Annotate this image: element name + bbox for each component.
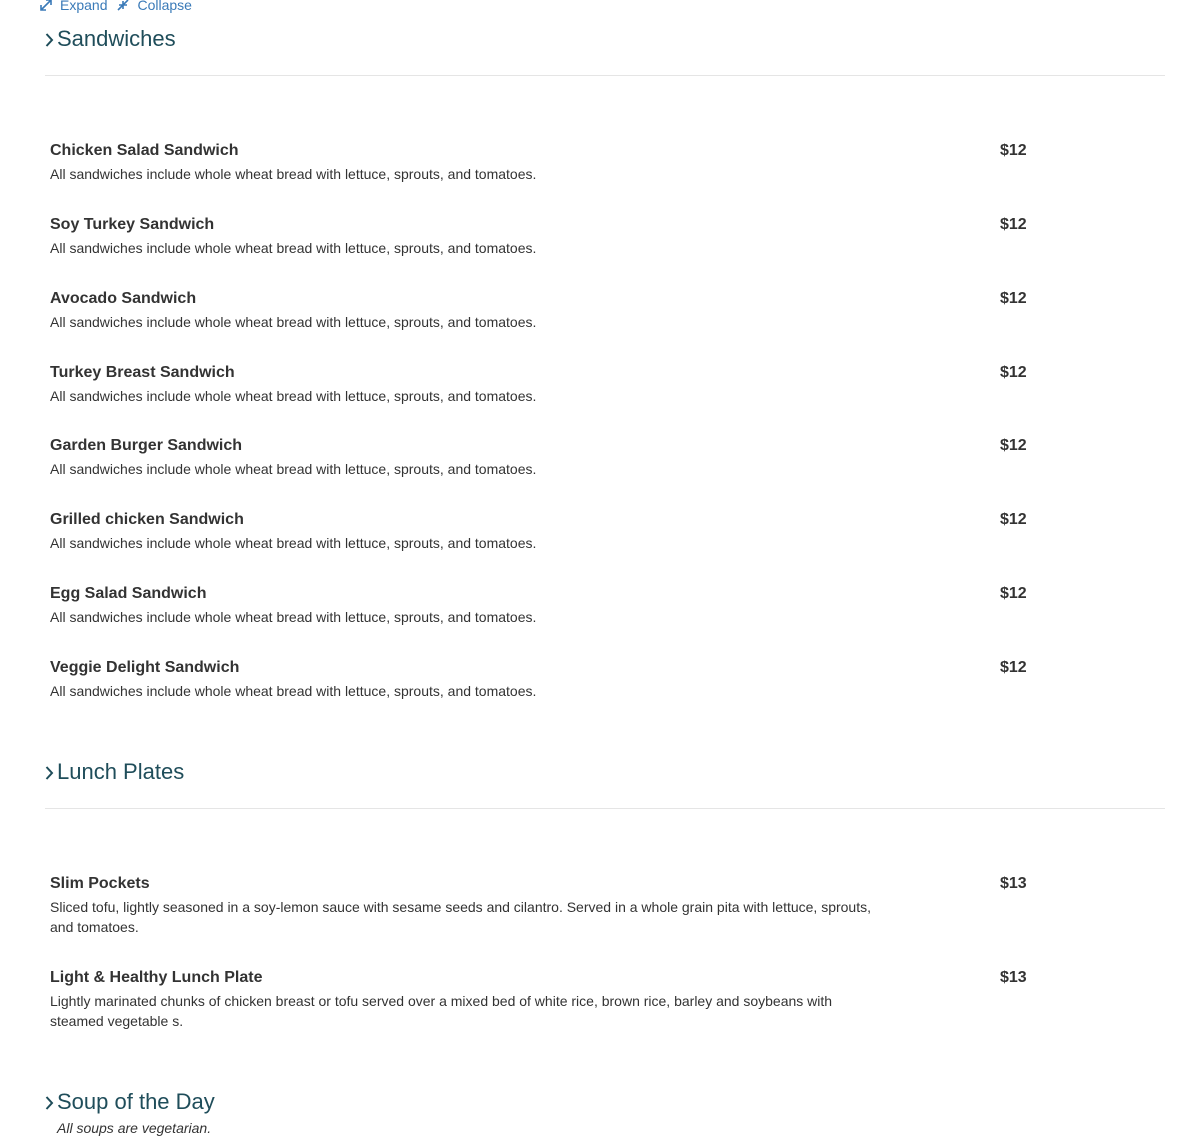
menu-item-name: Soy Turkey Sandwich (50, 216, 215, 233)
menu-item-description: All sandwiches include whole wheat bread with lettuce, sprouts, and tomatoes. (50, 609, 537, 625)
section-header-lunch-plates[interactable] (45, 759, 184, 785)
collapse-label: Collapse (137, 0, 192, 13)
expand-label: Expand (60, 0, 108, 13)
menu-item-price: $12 (1000, 437, 1027, 454)
menu-item-name: Veggie Delight Sandwich (50, 659, 240, 676)
expand-collapse-toolbar (40, 0, 202, 14)
menu-item-name: Turkey Breast Sandwich (50, 364, 235, 381)
menu-item-description: All sandwiches include whole wheat bread with lettuce, sprouts, and tomatoes. (50, 166, 537, 182)
section-header-soup-of-the-day[interactable] (45, 1089, 215, 1115)
collapse-arrows-icon (117, 0, 129, 11)
menu-item-description: Lightly marinated chunks of chicken breast or tofu served over a mixed bed of white rice, brown rice, barley and soybeans with steamed vegetable s. (50, 993, 833, 1029)
menu-item-name: Chicken Salad Sandwich (50, 142, 239, 159)
menu-item (50, 363, 1030, 406)
menu-item (50, 968, 1030, 1031)
chevron-right-icon (45, 1095, 54, 1111)
section-title: Sandwiches (57, 26, 176, 51)
menu-item-price: $13 (1000, 969, 1027, 986)
section-title: Soup of the Day (57, 1089, 215, 1114)
menu-item-price: $12 (1000, 364, 1027, 381)
section-header-sandwiches[interactable] (45, 26, 176, 52)
chevron-right-icon (45, 32, 54, 48)
menu-item-price: $12 (1000, 585, 1027, 602)
menu-item (50, 874, 1030, 937)
menu-item (50, 658, 1030, 701)
menu-item-description: All sandwiches include whole wheat bread with lettuce, sprouts, and tomatoes. (50, 388, 537, 404)
expand-button[interactable] (40, 0, 107, 13)
menu-item (50, 584, 1030, 627)
menu-item (50, 215, 1030, 258)
menu-item-price: $12 (1000, 290, 1027, 307)
menu-item-name: Egg Salad Sandwich (50, 585, 207, 602)
menu-item-description: All sandwiches include whole wheat bread with lettuce, sprouts, and tomatoes. (50, 240, 537, 256)
menu-item-description: All sandwiches include whole wheat bread with lettuce, sprouts, and tomatoes. (50, 683, 537, 699)
menu-item-description: All sandwiches include whole wheat bread with lettuce, sprouts, and tomatoes. (50, 535, 537, 551)
menu-item-description: All sandwiches include whole wheat bread with lettuce, sprouts, and tomatoes. (50, 461, 537, 477)
expand-arrows-icon (40, 0, 52, 11)
chevron-right-icon (45, 765, 54, 781)
section-note: All soups are vegetarian. (57, 1120, 212, 1136)
section-title: Lunch Plates (57, 759, 185, 784)
collapse-button[interactable] (117, 0, 191, 13)
menu-item-name: Avocado Sandwich (50, 290, 197, 307)
menu-item-price: $13 (1000, 875, 1027, 892)
menu-item-description: All sandwiches include whole wheat bread with lettuce, sprouts, and tomatoes. (50, 314, 537, 330)
menu-item (50, 141, 1030, 184)
section-divider (45, 808, 1165, 809)
menu-item-price: $12 (1000, 142, 1027, 159)
menu-item-name: Garden Burger Sandwich (50, 437, 243, 454)
menu-item-name: Light & Healthy Lunch Plate (50, 969, 263, 986)
menu-item-price: $12 (1000, 216, 1027, 233)
menu-item-name: Slim Pockets (50, 875, 150, 892)
menu-item-price: $12 (1000, 659, 1027, 676)
menu-item-name: Grilled chicken Sandwich (50, 511, 244, 528)
menu-item-description: Sliced tofu, lightly seasoned in a soy-lemon sauce with sesame seeds and cilantro. Served in a whole grain pita with lettuce, sprouts, and tomatoes. (50, 899, 871, 935)
menu-item (50, 436, 1030, 479)
menu-item-price: $12 (1000, 511, 1027, 528)
menu-item (50, 510, 1030, 553)
section-divider (45, 75, 1165, 76)
menu-item (50, 289, 1030, 332)
